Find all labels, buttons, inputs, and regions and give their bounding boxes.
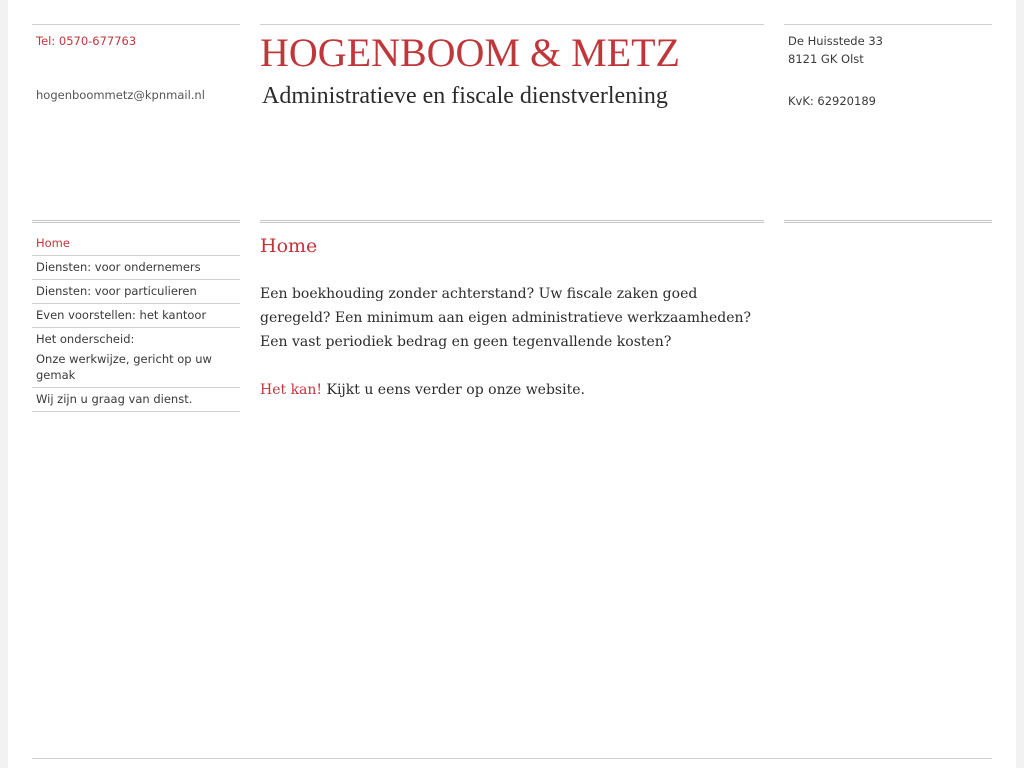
nav-item-diensten-particulieren[interactable]	[32, 280, 240, 304]
nav-item-even-voorstellen[interactable]	[32, 304, 240, 328]
nav-item-label: Diensten: voor ondernemers	[36, 260, 201, 274]
site-tagline: Administratieve en fiscale dienstverlening	[262, 83, 668, 109]
page	[8, 0, 1016, 768]
phone-number[interactable]: Tel: 0570-677763	[36, 34, 137, 48]
kvk-number: KvK: 62920189	[788, 94, 876, 108]
site-title: HOGENBOOM & METZ	[260, 30, 680, 75]
nav-item-het-onderscheid[interactable]	[32, 328, 240, 388]
address-street: De Huisstede 33	[788, 34, 883, 48]
cta-text: Kijkt u eens verder op onze website.	[322, 382, 585, 398]
main-navigation	[32, 232, 240, 412]
cta-highlight: Het kan!	[260, 382, 323, 398]
nav-item-label: Home	[36, 236, 70, 250]
address-city: 8121 GK Olst	[788, 52, 864, 66]
intro-paragraph: Een boekhouding zonder achterstand? Uw fiscale zaken goed geregeld? Een minimum aan eigen administratieve werkzaamheden? Een vast periodiek bedrag en geen tegenvallende kosten?	[260, 286, 752, 350]
nav-item-label: Wij zijn u graag van dienst.	[36, 392, 193, 406]
top-rule-left	[32, 24, 240, 25]
nav-item-label: Even voorstellen: het kantoor	[36, 308, 207, 322]
nav-item-sublabel: Onze werkwijze, gericht op uw gemak	[36, 352, 212, 382]
footer-rule	[32, 758, 992, 759]
section-rule-left	[32, 220, 240, 223]
top-rule-right	[784, 24, 992, 25]
page-title: Home	[260, 235, 318, 257]
section-rule-center	[260, 220, 764, 223]
nav-item-label: Diensten: voor particulieren	[36, 284, 197, 298]
cta-paragraph	[260, 378, 760, 402]
nav-item-label: Het onderscheid:	[36, 332, 135, 346]
top-rule-center	[260, 24, 764, 25]
nav-item-home[interactable]	[32, 232, 240, 256]
nav-item-van-dienst[interactable]	[32, 388, 240, 412]
nav-item-diensten-ondernemers[interactable]	[32, 256, 240, 280]
email-link[interactable]: hogenboommetz@kpnmail.nl	[36, 88, 205, 102]
section-rule-right	[784, 220, 992, 223]
